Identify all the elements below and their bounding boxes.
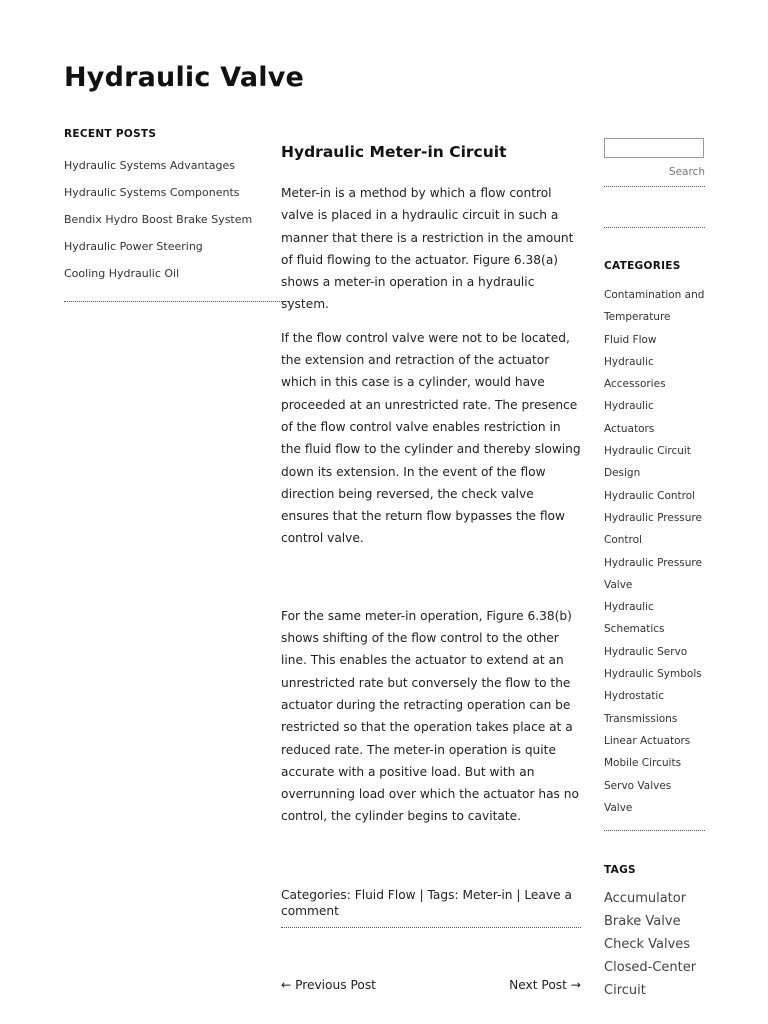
list-item — [604, 552, 705, 597]
divider — [64, 301, 290, 302]
list-item — [604, 507, 705, 552]
divider — [281, 927, 581, 928]
divider — [604, 186, 705, 187]
previous-post-link[interactable]: ← Previous Post — [281, 977, 376, 992]
recent-posts-list — [64, 152, 290, 287]
list-item — [64, 233, 290, 260]
list-item — [604, 351, 705, 396]
list-item — [604, 663, 705, 685]
list-item — [604, 775, 705, 797]
list-item — [604, 329, 705, 351]
category-link[interactable]: Valve — [604, 801, 633, 814]
recent-post-link[interactable]: Hydraulic Systems Components — [64, 186, 240, 199]
categories-label: Categories: — [281, 887, 355, 902]
list-item — [604, 730, 705, 752]
list-item — [604, 395, 705, 440]
site-title[interactable]: Hydraulic Valve — [64, 62, 305, 93]
divider — [604, 227, 705, 228]
post-paragraph: If the flow control valve were not to be located, the extension and retraction of the actuator which in this case is a cylinder, would have proceeded at an unrestricted rate. The presence of the flow control valve enables restriction in the fluid flow to the cylinder and thereby slowing down its extension. In the event of the flow direction being reversed, the check valve ensures that the return flow bypasses the flow control valve. — [281, 330, 581, 546]
category-link[interactable]: Hydraulic Symbols — [604, 668, 702, 681]
left-sidebar — [64, 126, 290, 302]
category-link[interactable]: Hydraulic Pressure Valve — [604, 556, 702, 591]
list-item — [604, 440, 705, 485]
category-link[interactable]: Mobile Circuits — [604, 757, 682, 770]
tags-heading: TAGS — [604, 864, 636, 877]
tag-link[interactable]: Brake Valve — [604, 914, 681, 930]
list-item — [604, 485, 705, 507]
post-paragraph: For the same meter-in operation, Figure 6.38(b) shows shifting of the flow control to the other line. This enables the actuator to extend at an unrestricted rate but conversely the flow to the actuator during the retracting operation can be restricted so that the operation takes place at a reduced rate. The meter-in operation is quite accurate with a positive load. But with an overrunning load over which the actuator has no control, the cylinder begins to cavitate. — [281, 608, 579, 824]
meta-separator: | — [415, 887, 428, 902]
right-sidebar — [604, 138, 705, 1002]
category-link[interactable]: Hydraulic Accessories — [604, 355, 666, 391]
list-item — [604, 596, 705, 641]
list-item — [604, 752, 705, 774]
category-link[interactable]: Hydraulic Servo — [604, 645, 688, 658]
tag-cloud — [604, 887, 705, 1002]
tag-link[interactable]: Closed-Center Circuit — [604, 960, 697, 999]
category-link[interactable]: Servo Valves — [604, 779, 672, 792]
list-item — [604, 910, 705, 933]
tags-label: Tags: — [427, 887, 463, 902]
divider — [604, 830, 705, 831]
list-item — [604, 933, 705, 956]
list-item — [64, 152, 290, 179]
list-item — [604, 956, 705, 1002]
tag-link[interactable]: Meter-in — [462, 887, 513, 902]
list-item — [604, 284, 705, 329]
post-title[interactable]: Hydraulic Meter-in Circuit — [281, 143, 507, 161]
meta-separator: | — [512, 887, 525, 902]
recent-post-link[interactable]: Bendix Hydro Boost Brake System — [64, 213, 253, 226]
category-link[interactable]: Fluid Flow — [604, 333, 657, 346]
category-link[interactable]: Hydraulic Pressure Control — [604, 511, 702, 547]
search-button[interactable]: Search — [668, 166, 705, 178]
recent-post-link[interactable]: Hydraulic Power Steering — [64, 240, 203, 253]
post-body — [281, 182, 581, 828]
list-item — [604, 887, 705, 910]
post-navigation — [281, 977, 581, 993]
category-link[interactable]: Fluid Flow — [354, 887, 416, 902]
tag-link[interactable]: Check Valves — [604, 937, 691, 953]
search-input[interactable] — [604, 138, 704, 158]
category-link[interactable]: Contamination and Temperature — [604, 289, 705, 324]
list-item — [64, 260, 290, 287]
next-post-link[interactable]: Next Post → — [509, 977, 581, 992]
categories-list — [604, 284, 705, 819]
recent-post-link[interactable]: Hydraulic Systems Advantages — [64, 159, 235, 172]
search-form — [604, 138, 705, 179]
post-meta — [281, 887, 581, 919]
category-link[interactable]: Hydraulic Actuators — [604, 400, 655, 435]
category-link[interactable]: Hydraulic Schematics — [604, 601, 665, 636]
list-item — [64, 179, 290, 206]
categories-heading: CATEGORIES — [604, 260, 681, 272]
category-link[interactable]: Hydraulic Circuit Design — [604, 445, 691, 480]
post-paragraph: Meter-in is a method by which a flow control valve is placed in a hydraulic circuit in such a manner that there is a restriction in the amount of fluid flowing to the actuator. Figure 6.38(a) shows a meter-in operation in a hydraulic system. — [281, 186, 574, 312]
category-link[interactable]: Hydrostatic Transmissions — [604, 690, 678, 725]
category-link[interactable]: Hydraulic Control — [604, 489, 696, 502]
list-item — [604, 797, 705, 819]
list-item — [604, 641, 705, 663]
recent-post-link[interactable]: Cooling Hydraulic Oil — [64, 267, 180, 280]
list-item — [64, 206, 290, 233]
category-link[interactable]: Linear Actuators — [604, 734, 691, 747]
tag-link[interactable]: Accumulator — [604, 891, 687, 907]
list-item — [604, 685, 705, 730]
recent-posts-heading: RECENT POSTS — [64, 128, 157, 140]
post-content — [281, 140, 581, 993]
leave-comment-link[interactable]: Leave a comment — [281, 887, 572, 918]
